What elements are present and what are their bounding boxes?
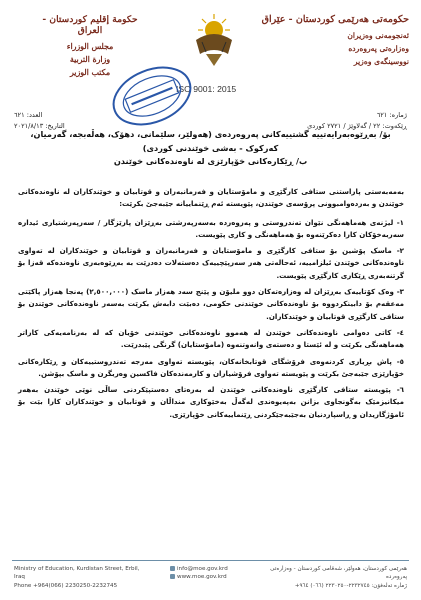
footer-divider — [12, 560, 409, 561]
addressee-line1: بۆ/ بەڕێوەبەرایەتییە گشتییەکانی پەروەردەی (هەولێر، سلێمانی، دهۆک، هەڵەبجە، گەرمیان، — [30, 129, 391, 139]
header-kurdish-line3: وەزارەتی پەروەردە — [348, 44, 409, 53]
email-icon — [170, 566, 175, 571]
letter-body — [18, 186, 404, 425]
addressee-line2: کەرکوک - بەشی خوێندنی کوردی) — [142, 142, 279, 153]
list-item: ٥- پاش بڕیاری کردنەوەی فرۆشگای قوتابخانەکان، پێویستە تەواوی مەرجە تەندروستییەکان و ڕێکارەکانی خۆپارێزی جێبەجێ بکرێت و پێویستە تەواوی فرۆشیاران و کارمەندەکان فاکسین وەربگرن و ماسک بپۆشن. — [18, 356, 404, 378]
footer-contact-english — [14, 565, 149, 590]
header-kurdish-line4: نووسینگەی وەزیر — [353, 57, 409, 66]
subject-line: ب/ ڕێکارەکانی خۆپارێزی لە ناوەندەکانی خوێندن — [113, 156, 308, 166]
footer-website[interactable]: www.moe.gov.krd — [177, 574, 227, 581]
header-kurdish-line1: حکومەتی هەرێمی کوردستان - عێراق — [261, 14, 409, 25]
body-intro: بەمەبەستی پاراستنی ستافی کارگێڕی و مامۆستایان و فەرمانبەران و قوتابیان و خوێندکاران لە ناوەندەکانی خوێندن و بەردەوامبوونی پرۆسەی خوێندن، پێویستە ئەم ڕێنماییانە جێبەجێ بکرێت: — [18, 187, 404, 209]
footer-address-kurdish: هەرێمی کوردستان، هەولێر، شەقامی کوردستان - وەزارەتی پەروەردە — [270, 566, 407, 581]
iso-certification: ISO 9001: 2015 — [176, 84, 237, 94]
ministry-stamp-icon — [108, 60, 196, 132]
addressee-block — [0, 128, 421, 169]
kurdistan-emblem-icon — [192, 10, 236, 68]
header-arabic-line2: مجلس الوزراء — [66, 42, 114, 51]
reference-number-kurdish: ژمارە: ٦٢١ — [376, 111, 407, 119]
header-kurdish — [259, 14, 409, 66]
header-arabic-line1: حكومة إقليم كوردستان - العراق — [42, 14, 138, 36]
footer-email[interactable]: info@moe.gov.krd — [177, 566, 228, 572]
list-item: ٣- وەک کۆتاییەک بەڕێزان لە وەزارەتەکان دوو ملیۆن و پێنج سەد هەزار ماسک (٢,٥٠٠,٠٠٠) پەنجا هەزار پاکێتی مەعقەم بۆ دابینکردووە بۆ ناوەندەکانی خوێندنی حکومی، دەبێت دابەش بکرێت بەسەر ناوەندەکانی خوێندن بۆ ستافی کارگێڕی قوتابیان و خوێندکاران. — [18, 287, 404, 321]
header-kurdish-line2: ئەنجومەنی وەزیران — [347, 31, 409, 40]
reference-number-arabic: العدد: ٦٢١ — [14, 111, 43, 119]
reference-date-arabic: التاريخ: ٢٠٢١/٨/١٣ — [14, 122, 65, 130]
footer-phone: Phone +964(066) 2230250-2232745 — [14, 582, 118, 589]
footer-address: Ministry of Education, Kurdistan Street, Erbil, Iraq — [14, 566, 140, 581]
footer-contact-kurdish — [257, 565, 407, 590]
reference-date-kurdish: ڕێکەوت: ٢٢ / گەلاوێژ / ٢٧٢١ کوردی — [307, 122, 407, 130]
list-item: ١- لیژنەی هەماهەنگی نێوان تەندروستی و پەروەردە بەسەرپەرشتی بەڕێزان پارێزگار / سەرپەرشتیاری ئیدارە سەربەخۆکان کارا دەکرێنەوە بۆ هەماهەنگی و کاری پێویست. — [18, 217, 404, 239]
globe-icon — [170, 574, 175, 579]
header-arabic-line3: وزارة التربية — [69, 55, 111, 64]
list-item: ٤- کاتی دەوامی ناوەندەکانی خوێندن لە هەموو ناوەندەکانی خوێندنی خۆیان کە لە بەرنامەیەکی کاراتر هەماهەنگی بکرێت و لە ئێستا و دەستەی وانەوتنەوە (مامۆستایان) گرنگی پێبدرێت. — [18, 327, 404, 350]
footer-phone-kurdish: ژمارە تەلەفۆن: ٢٢٣٢٧٤٥-٢٢٣٠٢٥٠ (٠٦٦) ٩٦٤+ — [294, 582, 407, 589]
header-arabic-line4: مكتب الوزير — [69, 68, 110, 77]
footer-web — [168, 565, 246, 582]
list-item: ٦- پێویستە ستافی کارگێڕی ناوەندەکانی خوێندن لە بەرەتای دەستپێکردنی ساڵی نوێی خوێندن بەهەر میکانیزمێک بەگونجاوی بزانن بەپەیوەندی لەگەڵ بەخێوکاری منداڵان و قوتابیان و خوێندکاران کارا بێت بۆ ئامۆژگاریدان و ڕاسپاردنیان بەجێبەجێکردنی ڕێنماییەکانی خۆپارێزی. — [18, 385, 404, 419]
list-item: ٢- ماسک پۆشین بۆ ستافی کارگێڕی و مامۆستایان و فەرمانبەران و قوتابیان و خوێندکاران لە تەواوی ناوەندەکانی خوێندن ئیلزامییە، ئەحالەتی هەر سەرپێچییەک دەستەلات دەدرێت بە بەڕێوەبەری ناوەندەکە قەزا بۆ گرتنەبەری ڕێکاری کارگێڕی پێویست. — [18, 246, 404, 280]
